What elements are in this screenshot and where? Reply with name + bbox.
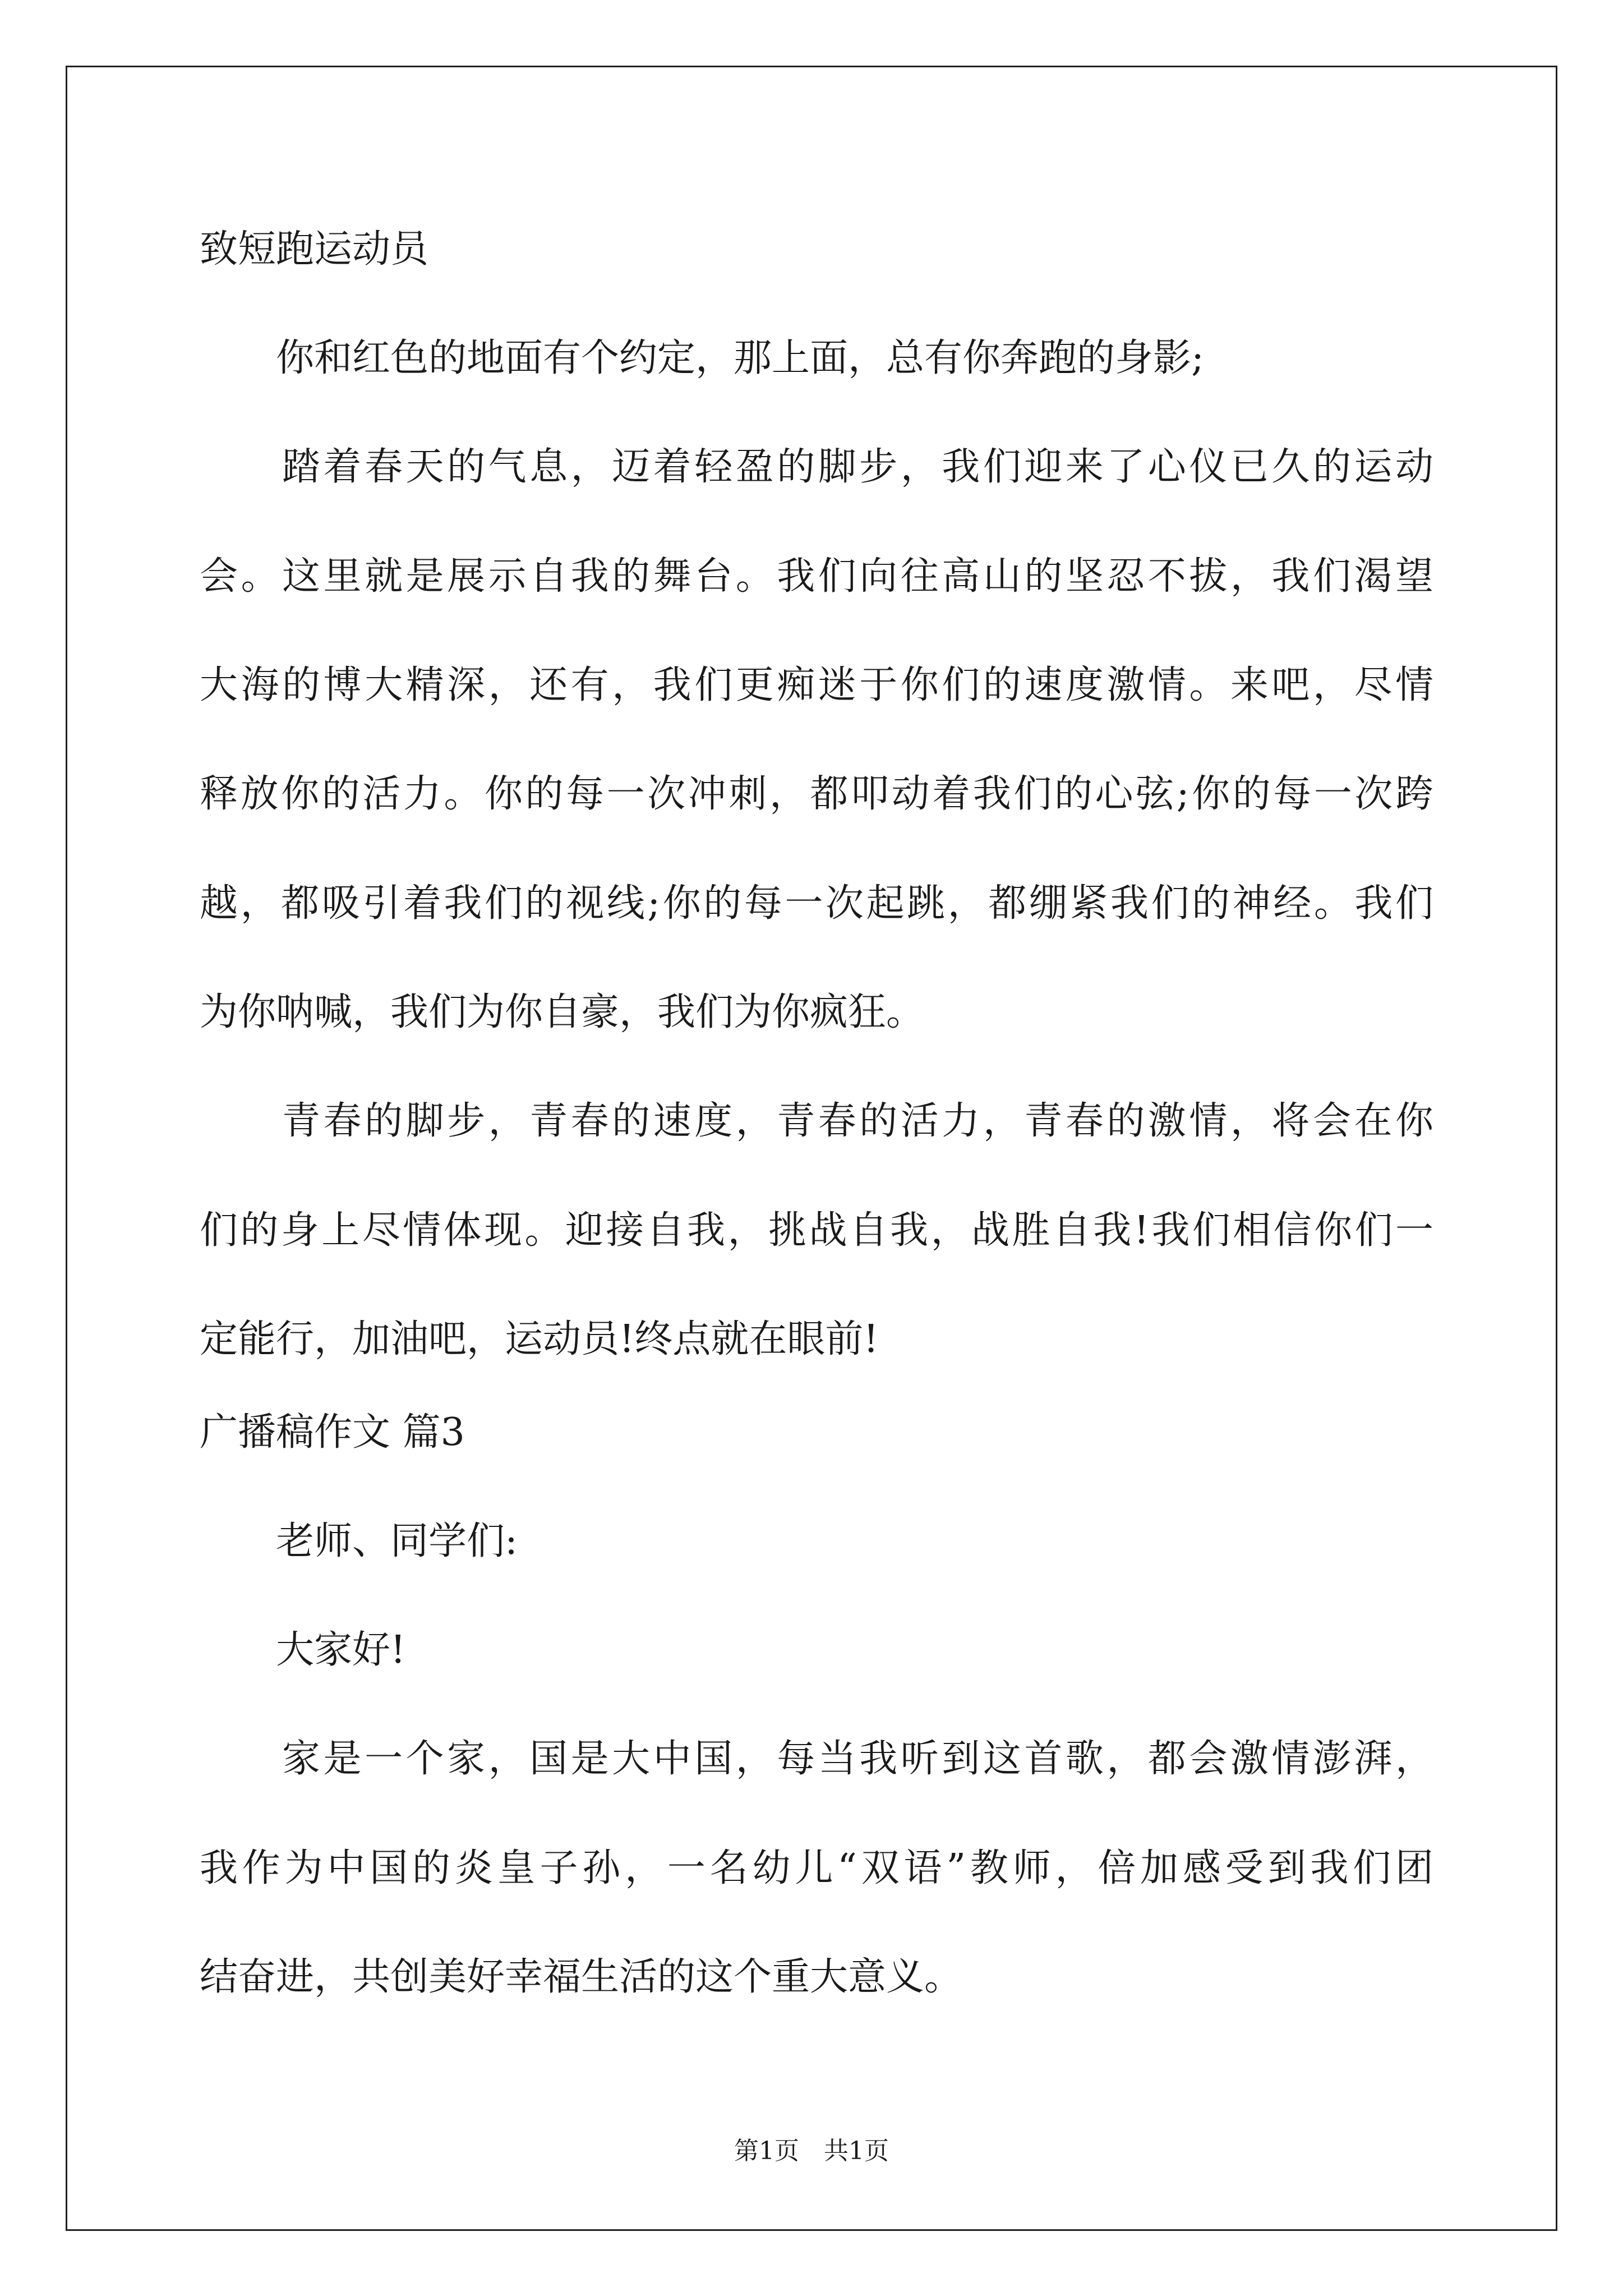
paragraph-line: 会。这里就是展示自我的舞台。我们向往高山的坚忍不拔，我们渴望: [200, 554, 1433, 599]
paragraph-line: 我作为中国的炎皇子孙，一名幼儿“双语”教师，倍加感受到我们团: [200, 1846, 1433, 1890]
paragraph-line: 定能行，加油吧，运动员!终点就在眼前!: [200, 1317, 879, 1361]
paragraph-line: 大家好!: [200, 1628, 406, 1672]
paragraph-line: 们的身上尽情体现。迎接自我，挑战自我，战胜自我!我们相信你们一: [200, 1208, 1433, 1253]
page-border: [66, 66, 1557, 2231]
section-heading: 广播稿作文 篇3: [200, 1410, 465, 1455]
paragraph-line: 家是一个家，国是大中国，每当我听到这首歌，都会激情澎湃，: [200, 1737, 1433, 1781]
heading-line: 致短跑运动员: [200, 227, 429, 272]
paragraph-line: 结奋进，共创美好幸福生活的这个重大意义。: [200, 1955, 963, 1999]
page-footer: 第1页 共1页: [734, 2137, 889, 2165]
paragraph-line: 为你呐喊，我们为你自豪，我们为你疯狂。: [200, 990, 925, 1034]
paragraph-line: 踏着春天的气息，迈着轻盈的脚步，我们迎来了心仪已久的运动: [200, 445, 1433, 489]
paragraph-line: 老师、同学们:: [200, 1519, 518, 1563]
paragraph-line: 大海的博大精深，还有，我们更痴迷于你们的速度激情。来吧，尽情: [200, 663, 1433, 707]
paragraph-line: 释放你的活力。你的每一次冲刺，都叩动着我们的心弦;你的每一次跨: [200, 772, 1433, 816]
paragraph-line: 越，都吸引着我们的视线;你的每一次起跳，都绷紧我们的神经。我们: [200, 881, 1433, 926]
paragraph-line: 你和红色的地面有个约定，那上面，总有你奔跑的身影;: [200, 336, 1204, 380]
paragraph-line: 青春的脚步，青春的速度，青春的活力，青春的激情，将会在你: [200, 1099, 1433, 1143]
